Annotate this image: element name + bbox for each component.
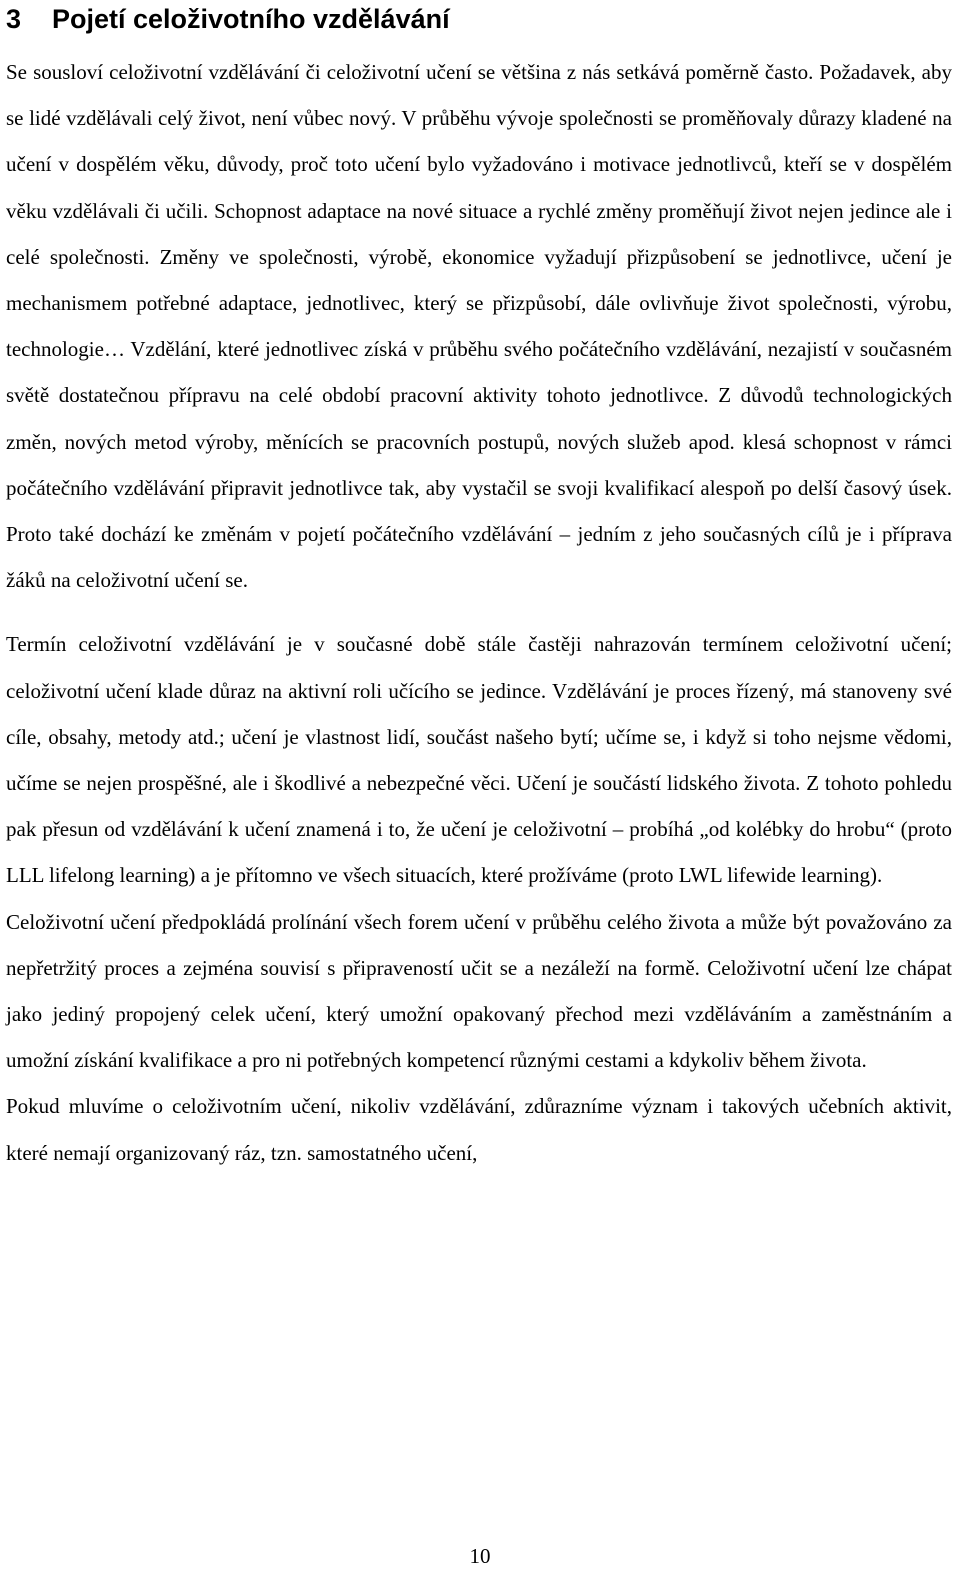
page-number: 10 [469, 1544, 491, 1568]
chapter-number: 3 [6, 4, 22, 34]
paragraph-terminology: Termín celoživotní vzdělávání je v současné době stále častěji nahrazován termínem celoživotní učení; celoživotní učení klade důraz na aktivní roli učícího se jedince. Vzdělávání je proces řízený, má stanoveny své cíle, obsahy, metody atd.; učení je vlastnost lidí, součást našeho bytí; učíme se, i když si toho nejsme vědomi, učíme se nejen prospěšné, ale i škodlivé a nebezpečné věci. Učení je součástí lidského života. Z tohoto pohledu pak přesun od vzdělávání k učení znamená i to, že učení je celoživotní – probíhá „od kolébky do hrobu“ (proto LLL lifelong learning) a je přítomno ve všech situacích, které prožíváme (proto LWL lifewide learning). [6, 632, 952, 888]
chapter-heading [6, 0, 952, 38]
paragraph-lifelong-learning: Celoživotní učení předpokládá prolínání všech forem učení v průběhu celého života a může být považováno za nepřetržitý proces a zejména souvisí s připraveností učit se a nezáleží na formě. Celoživotní učení lze chápat jako jediný propojený celek učení, který umožní opakovaný přechod mezi vzděláváním a zaměstnáním a umožní získání kvalifikace a pro ni potřebných kompetencí různými cestami a kdykoliv během života. [6, 909, 952, 1073]
paragraph-intro: Se sousloví celoživotní vzdělávání či celoživotní učení se většina z nás setkává poměrně často. Požadavek, aby se lidé vzdělávali celý život, není vůbec nový. V průběhu vývoje společnosti se proměňovaly důrazy kladené na učení v dospělém věku, důvody, proč toto učení bylo vyžadováno i motivace jednotlivců, kteří se v dospělém věku vzdělávali či učili. Schopnost adaptace na nové situace a rychlé změny proměňují život nejen jedince ale i celé společnosti. Změny ve společnosti, výrobě, ekonomice vyžadují přizpůsobení se jednotlivce, učení je mechanismem potřebné adaptace, jednotlivec, který se přizpůsobí, dále ovlivňuje život společnosti, výrobu, technologie… Vzdělání, které jednotlivec získá v průběhu svého počátečního vzdělávání, nezajistí v současném světě dostatečnou přípravu na celé období pracovní aktivity tohoto jednotlivce. Z důvodů technologických změn, nových metod výroby, měnících se pracovních postupů, nových služeb apod. klesá schopnost v rámci počátečního vzdělávání připravit jednotlivce tak, aby vystačil se svoji kvalifikací alespoň po delší časový úsek. Proto také dochází ke změnám v pojetí počátečního vzdělávání – jedním z jeho současných cílů je i příprava žáků na celoživotní učení se. [6, 60, 952, 593]
document-page [6, 0, 952, 1176]
chapter-title: Pojetí celoživotního vzdělávání [52, 4, 450, 34]
paragraph-learning-activities: Pokud mluvíme o celoživotním učení, nikoliv vzdělávání, zdůrazníme význam i takových učebních aktivit, které nemají organizovaný ráz, tzn. samostatného učení, [6, 1094, 952, 1165]
